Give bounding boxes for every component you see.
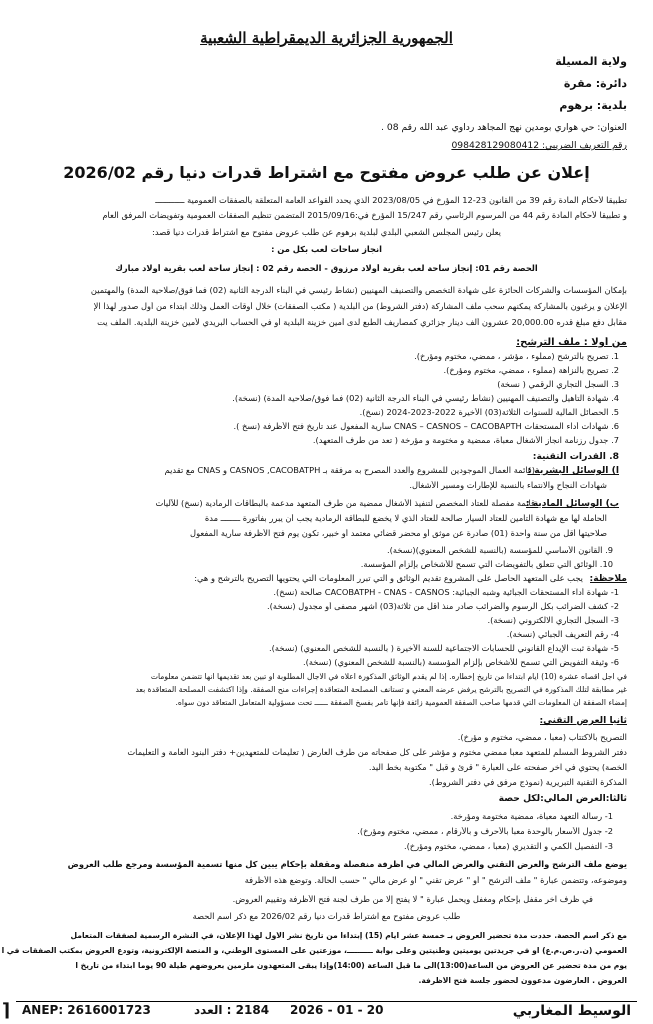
note-item-5: 5- شهادة ثبت الإيداع القانوني للحسابات الاجتماعية للسنة الأخيرة ( بالنسبة للشخص المعنوي) (نسخة). bbox=[269, 644, 619, 653]
technical-offer-line-3: الخصة) يحتوي في آخر صفحته على العبارة " قرئ و قبل " مكتوبة بخط اليد. bbox=[368, 763, 627, 772]
section1-heading: من أولا : ملف الترشح: bbox=[516, 337, 627, 348]
republic-title: الجمهورية الجزائرية الديمقراطية الشعبية bbox=[200, 30, 453, 47]
footer-anep: ANEP: 2616001723 bbox=[22, 1003, 151, 1017]
note-item-3: 3- السجل التجاري الالكتروني (نسخة). bbox=[487, 616, 619, 625]
announcement-title: إعلان عن طلب عروض مفتوح مع اشتراط قدرات دنيا رقم 2026/02 bbox=[63, 164, 590, 182]
technical-offer-line-2: دفتر الشروط المسلم للمتعهد معبأ ممضي مختوم و مؤشر على كل صفحاته من طرف العارض ( تعليمات للمتعهدين+ دفتر البنود العامة و التعليمات bbox=[127, 748, 627, 757]
note-heading: ملاحظة: bbox=[589, 574, 627, 584]
material-resources-label: ب) الوسائل المادية : bbox=[525, 499, 619, 509]
material-resources-line-3: صلاحيتها أقل من سنة واحدة (01) صادرة عن موثق أو محضر قضائي معتمد أو خبير، تكون يوم فتح الأظرفة سارية المفعول bbox=[190, 529, 607, 538]
footer-rule bbox=[16, 1001, 637, 1002]
human-resources-label: أ) الوسائل البشرية : bbox=[527, 466, 619, 476]
section2-item-9: 9. القانون الأساسي للمؤسسة (بالنسبة للشخص المعنوي)(نسخة). bbox=[387, 546, 613, 555]
closing-line-4: طلب عروض مفتوح مع اشتراط قدرات دنيا رقم 2026/02 مع ذكر اسم الحصة bbox=[192, 912, 461, 921]
section1-item-1: 1. تصريح بالترشح (مملوء ، مؤشر ، ممضي، مختوم ومؤرخ). bbox=[414, 352, 619, 361]
section1-item-4: 4. شهادة التأهيل والتصنيف المهنيين (نشاط رئيسي في البناء الدرجة الثانية (02) فما فوق/صلاحية المدة) (نسخة). bbox=[232, 394, 619, 403]
section1-item-3: 3. السجل التجاري الرقمي ( نسخة) bbox=[497, 380, 619, 389]
financial-offer-item-2: 2- جدول الأسعار بالوحدة معبأ بالأحرف و بالأرقام ، ممضي، مختوم ومؤرخ). bbox=[357, 827, 613, 836]
intro-line-2: و تطبيقا لأحكام المادة رقم 44 من المرسوم الرئاسي رقم 15/247 المؤرخ في:2015/09/16 المتضمن تنظيم الصفقات العمومية وتفويضات المرفق العام bbox=[102, 211, 627, 220]
financial-offer-item-3: 3- التفصيل الكمي و التقديري (معبأ ، ممضي، مختوم ومؤرخ). bbox=[403, 842, 613, 851]
daira-label: دائرة: مقرة bbox=[563, 78, 627, 90]
intro-line-1: تطبيقا لأحكام المادة رقم 39 من القانون 23-12 المؤرخ في 2023/08/05 الذي يحدد القواعد العامة المتعلقة بالصفقات العمومية ــــــــــــ bbox=[155, 196, 627, 205]
closing-line-5: مع ذكر اسم الحصة. حددت مدة تحضير العروض بـ خمسة عشر أيام (15) إبتداءا من تاريخ نشر الأول لهذا الإعلان، في النشرة الرسمية لصفقات المتعامل bbox=[70, 932, 627, 940]
intro-line-5: الحصة رقم 01: إنجاز ساحة لعب بقرية أولاد مرزوق - الحصة رقم 02 : إنجاز ساحة لعب بقرية أولاد مبارك bbox=[115, 264, 538, 273]
commune-label: بلدية: برهوم bbox=[559, 100, 627, 112]
material-resources-line-2: الحاملة لها مع شهادة التأمين للعتاد السيار صالحة للعتاد الذي لا يخضع للبطاقة الرمادية يجب أن يبرر بفاتورة ــــــــ مدة bbox=[204, 514, 607, 523]
section1-item-2: 2. تصريح بالنزاهة (مملوء ، ممضي، مختوم ومؤرخ). bbox=[443, 366, 619, 375]
bracket-mark-icon: ⌈ bbox=[2, 1000, 11, 1021]
note-item-4: 4- رقم التعريف الجبائي (نسخة). bbox=[506, 630, 619, 639]
section1-item-7: 7. جدول رزنامة انجاز الأشغال معبأة، ممضية و مختومة و مؤرخة ( تعد من طرف المتعهد). bbox=[312, 436, 619, 445]
section1-item-6: 6. شهادات أداء المستحقات CNAS – CASNOS – CACOBAPTH سارية المفعول عند تاريخ فتح الأظرفة (نسخ ). bbox=[233, 422, 619, 431]
section2-heading: 8. القدرات التقنية: bbox=[532, 452, 619, 462]
human-resources-line-1: (قائمة العمال الموجودين للمشروع والعدد المصرح به مرفقة بـ CASNOS ,CACOBATPH و CNAS مع تقديم bbox=[164, 466, 535, 475]
section1-item-5: 5. الحصائل المالية للسنوات الثلاثة(03) الأخيرة 2022-2023-2024 (نسخ). bbox=[359, 408, 619, 417]
section2-item-10: 10. الوثائق التي تتعلق بالتفويضات التي تسمح للأشخاص بإلزام المؤسسة. bbox=[360, 560, 613, 569]
financial-offer-heading: ثالثا:العرض المالي:لكل حصة bbox=[498, 794, 627, 804]
footer-issue: 2184 : العدد bbox=[194, 1003, 270, 1017]
footer-newspaper: الوسيط المغاربي bbox=[512, 1003, 631, 1019]
human-resources-line-2: شهادات النجاح والانتماء بالنسبة للإطارات ومسير الأشغال. bbox=[409, 481, 607, 490]
financial-offer-item-1: 1- رسالة التعهد معبأة، ممضية مختومة ومؤرخة. bbox=[450, 812, 613, 821]
note-text: يجب على المتعهد الحاصل على المشروع تقديم الوثائق و التي تبرر المعلومات التي يحتويها التصريح بالترشح و هي: bbox=[194, 574, 583, 583]
note-paragraph-3: إمضاء الصفقة أن المعلومات التي قدمها صاحب الصفقة العمومية زائفة فإنها تأمر بفسخ الصفقة ــــــ تحت مسؤولية المتعامل المتعاقد دون سواه. bbox=[175, 699, 627, 707]
closing-line-1: يوضع ملف الترشح والعرض التقني والعرض المالي في أظرفة منفصلة ومقفلة بإحكام يبين كل منها تسمية المؤسسة ومرجع طلب العروض bbox=[67, 860, 627, 869]
closing-line-6: العمومي (ن.ر.ص.م.ع) أو في جريدتين يوميتين وطنيتين وعلى بوابة ــــــــــ، موزعتين على المستوى الوطني، و المنصة الإلكترونية، وتودع العروض بمكتب الصفقات في آ bbox=[1, 947, 627, 955]
material-resources-line-1: قائمة مفصلة للعتاد المخصص لتنفيذ الأشغال ممضية من طرف المتعهد مدعمة بالبطاقات الرمادية (نسخ) للآليات bbox=[155, 499, 535, 508]
intro-line-8: مقابل دفع مبلغ قدره 20,000.00 عشرون ألف دينار جزائري كمصاريف الطبع لدى أمين خزينة البلدية أو في الحساب البريدي لأمين خزينة البلدية. الملف يت bbox=[97, 318, 627, 327]
intro-line-4: انجاز ساحات لعب بكل من : bbox=[271, 245, 382, 254]
note-item-6: 6- وثيقة التفويض التي تسمح للأشخاص بإلزام المؤسسة (بالنسبة للشخص المعنوي) (نسخة). bbox=[302, 658, 619, 667]
address-line: العنوان: حي هواري بومدين نهج المجاهد رداوي عبد الله رقم 08 . bbox=[381, 123, 627, 133]
intro-line-3: يعلن رئيس المجلس الشعبي البلدي لبلدية برهوم عن طلب عروض مفتوح مع اشتراط قدرات دنيا قصد: bbox=[152, 228, 501, 237]
wilaya-label: ولاية المسيلة bbox=[555, 56, 627, 68]
intro-line-7: الإعلان و يرغبون بالمشاركة يمكنهم سحب ملف المشاركة (دفتر الشروط) من البلدية ( مكتب الصفقات) خلال أوقات العمل وذلك ابتداء من أول صدور لهذا الإ bbox=[93, 302, 627, 311]
note-paragraph-2: غير مطابقة لتلك المذكورة في التصريح بالترشح يرفض عرضه المعني و تستأنف المصلحة المتعاقدة إجراءات منح الصفقة. وإذا اكتشفت المصلحة المتعاقدة بعد bbox=[135, 686, 627, 694]
closing-line-2: وموضوعه، وتتضمن عبارة " ملف الترشح " أو " عرض تقني " أو عرض مالي " حسب الحالة. وتوضع هذه الأظرفة bbox=[244, 876, 627, 885]
tax-id-line: رقم التعريف الضريبي: 098428129080412 bbox=[451, 141, 627, 151]
technical-offer-line-4: المذكرة التقنية التبريرية (نموذج مرفق في دفتر الشروط). bbox=[429, 778, 627, 787]
intro-line-6: بإمكان المؤسسات والشركات الحائزة على شهادة التخصص والتصنيف المهنيين (نشاط رئيسي في البناء الدرجة الثانية (02) فما فوق/صلاحية المدة) والمهتمين bbox=[90, 286, 627, 295]
closing-line-3: في ظرف آخر مقفل بإحكام ومغفل ويحمل عبارة " لا يفتح إلا من طرف لجنة فتح الأظرفة وتقييم العروض. bbox=[232, 895, 593, 904]
technical-offer-line-1: التصريح بالاكتتاب (معبأ ، ممضي، مختوم و مؤرخ). bbox=[457, 733, 627, 742]
note-paragraph-1: في أجل أقصاه عشرة (10) أيام ابتداءا من تاريخ إخطاره. إذا لم يقدم الوثائق المذكورة أعلاه في الأجال المطلوبة أو تبين بعد تقديمها أنها تتضمن معلومات bbox=[150, 673, 627, 681]
footer-date: 2026 - 01 - 20 bbox=[290, 1003, 384, 1017]
footer-bar bbox=[18, 1003, 635, 1021]
closing-line-7: يوم من مدة تحضير عن العروض من الساعة(13:00)الى ما قبل الساعة (14:00)وإذا يبقى المتعهدون ملزمين بعروضهم طيلة 90 يوما ابتداء من تاريخ ا bbox=[75, 962, 627, 970]
note-item-1: 1- شهادة أداء المستحقات الجبائية وشبه الجبائية: CACOBATPH - CNAS - CASNOS صالحة (نسخ). bbox=[273, 588, 619, 597]
note-item-2: 2- كشف الضرائب بكل الرسوم والضرائب صادر منذ أقل من ثلاثة(03) أشهر مصفى أو مجدول (نسخة). bbox=[267, 602, 619, 611]
closing-line-8: العروض . العارضون مدعوون لحضور جلسة فتح الأظرفة. bbox=[418, 977, 627, 985]
technical-offer-heading: ثانيا العرض التقني: bbox=[539, 716, 627, 726]
